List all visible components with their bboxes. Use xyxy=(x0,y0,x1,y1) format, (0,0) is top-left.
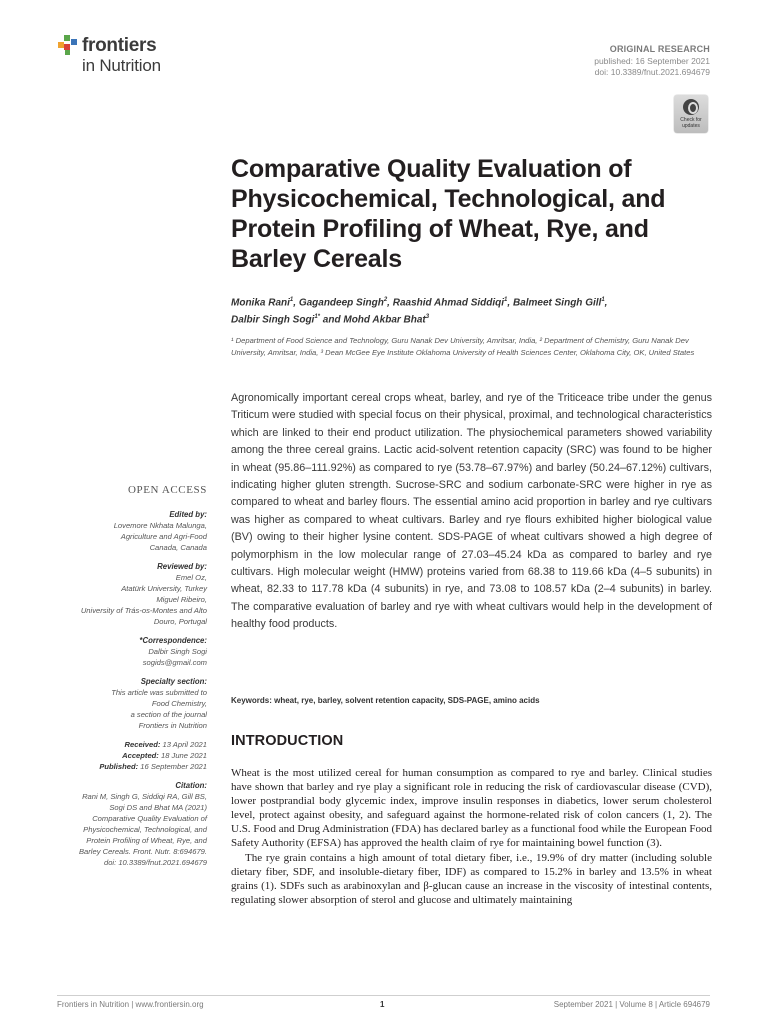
introduction-body xyxy=(231,766,712,907)
reviewer-line: Miguel Ribeiro, xyxy=(156,595,207,604)
open-access-label: OPEN ACCESS xyxy=(127,484,207,496)
affiliations: ¹ Department of Food Science and Technology, Guru Nanak Dev University, Amritsar, India, ² Department of Chemistry, Guru Nanak Dev University, Amritsar, India, ³ Dean McGee Eye Institute Oklahoma University of Health Sciences Center, Oklahoma City, OK, United States xyxy=(231,336,695,357)
specialty-line: Frontiers in Nutrition xyxy=(138,721,207,730)
citation-line: Physicochemical, Technological, and xyxy=(83,825,207,834)
reviewed-by-label: Reviewed by: xyxy=(157,562,207,571)
citation-line: Protein Profiling of Wheat, Rye, and xyxy=(86,836,207,845)
article-type: ORIGINAL RESEARCH xyxy=(609,44,710,54)
specialty-line: a section of the journal xyxy=(130,710,207,719)
footer-journal-link[interactable]: Frontiers in Nutrition | www.frontiersin.org xyxy=(57,1000,204,1009)
reviewer-line: Douro, Portugal xyxy=(153,617,207,626)
correspondence-name: Dalbir Singh Sogi xyxy=(148,647,207,656)
reviewer-line: Emel Oz, xyxy=(175,573,207,582)
paragraph: Wheat is the most utilized cereal for human consumption as compared to rye and barley. Clinical studies have shown that barley and rye play a significant role in reducing the risk of cardiovascular disease (CVD), lower postprandial body glycemic index, improve insulin responses in diabetics, lower serum cholesterol level, protect against obesity, and safeguard against the hormone-related risk of colon cancers (1, 2). The U.S. Food and Drug Administration (FDA) has declared barley as a functional food while the European Food Safety Authority (EFSA) has approved the health claim of rye for maintaining bowel function (3). xyxy=(231,767,712,850)
accepted-value: 18 June 2021 xyxy=(160,751,207,760)
specialty-line: This article was submitted to xyxy=(111,688,207,697)
section-heading-introduction: INTRODUCTION xyxy=(231,733,344,749)
accepted-date xyxy=(52,750,207,761)
editor-line: Agriculture and Agri-Food xyxy=(120,532,207,541)
author-affil-mark: 2 xyxy=(383,297,388,303)
edited-by-label: Edited by: xyxy=(169,510,207,519)
author-list: Monika Rani$^1$, Gagandeep Singh$^2$, Raashid Ahmad Siddiqi$^1$, Balmeet Singh Gill$^1$, Dalbir Singh Sogi$^{1*}$ and Mohd Akbar Bhat$^3$ xyxy=(231,297,608,326)
editor-line: Lovemore Nkhata Malunga, xyxy=(113,521,207,530)
update-icon xyxy=(683,99,699,115)
author-affil-mark: 1 xyxy=(289,297,294,303)
journal-logo[interactable] xyxy=(57,34,197,80)
check-for-updates-button[interactable] xyxy=(674,95,708,133)
author-affil-mark: 1 xyxy=(504,297,508,303)
citation-line: Barley Cereals. Front. Nutr. 8:694679. xyxy=(78,847,207,856)
correspondence-label: *Correspondence: xyxy=(139,636,207,645)
author-name[interactable]: Monika Rani xyxy=(231,297,290,309)
article-title: Comparative Quality Evaluation of Physicochemical, Technological, and Protein Profiling of Wheat, Rye, and Barley Cereals xyxy=(231,155,666,273)
correspondence-email[interactable]: sogids@gmail.com xyxy=(142,658,207,667)
specialty-section-label: Specialty section: xyxy=(140,677,207,686)
reviewer-line: University of Trás-os-Montes and Alto xyxy=(80,606,207,615)
published-date-sidebar xyxy=(52,761,207,772)
received-date xyxy=(52,739,207,750)
abstract-text: Agronomically important cereal crops wheat, barley, and rye of the Triticeace tribe under the genus Triticum were studied with special focus on their physical, proximal, and technological characteristics which are linked to their end product utilization. The physiochemical parameters showed variability among the three cereal grains. Lactic acid-solvent retention capacity (SRC) was found to be higher in wheat (95.86–111.92%) as compared to rye (53.78–67.97%) and barley (50.24–67.12%) cultivars, indicating higher gluten strength. Sucrose-SRC and sodium carbonate-SRC were higher in rye as compared to wheat and barley flours. The essential amino acid proportion in barley and rye cultivars was higher as compared to wheat cultivars. Barley and rye flours exhibited higher biological value (BV) owing to their higher lysine content. SDS-PAGE of wheat cultivars showed a high degree of polymorphism in the low molecular range of 27.03–45.24 kDa as compared to barley and rye cultivars. High molecular weight (HMW) proteins varied from 68.38 to 119.66 kDa (4–5 subunits) in wheat, 82.33 to 117.78 kDa (4 subunits) in rye, and 73.08 to 108.57 kDa (2–4 subunits) in barley. The comparative evaluation of barley and rye with wheat cultivars would help in the development of healthy food products. xyxy=(231,392,712,631)
brand-name: frontiers xyxy=(82,35,157,56)
frontiers-logo-icon xyxy=(57,34,79,56)
check-updates-label: Check for updates xyxy=(680,117,702,129)
author-name[interactable]: Gagandeep Singh xyxy=(298,297,384,309)
accepted-label: Accepted: xyxy=(122,751,159,760)
author-affil-mark: 1* xyxy=(314,314,321,321)
editor-line: Canada, Canada xyxy=(149,543,207,552)
published-value: 16 September 2021 xyxy=(140,762,207,771)
author-affil-mark: 1 xyxy=(601,297,605,303)
published-date: published: 16 September 2021 xyxy=(594,56,710,66)
author-affil-mark: 3 xyxy=(425,314,430,321)
doi-link[interactable]: doi: 10.3389/fnut.2021.694679 xyxy=(594,67,710,77)
paragraph: The rye grain contains a high amount of total dietary fiber, i.e., 19.9% of dry matter (including soluble dietary fiber, SDF, and insoluble-dietary fiber, IDF) as compared to 15.2% in barley and 13.5% in wheat grains (1). SDFs such as arabinoxylan and β-glucan cause an increase in the viscosity of intestinal contents, regulating slower absorption of sterol and glucose and ultimately maintaining xyxy=(231,851,712,906)
journal-name: in Nutrition xyxy=(82,56,161,75)
footer-issue-info: September 2021 | Volume 8 | Article 694679 xyxy=(553,1000,710,1009)
citation-line: Sogi DS and Bhat MA (2021) xyxy=(109,803,207,812)
author-name[interactable]: Balmeet Singh Gill xyxy=(512,297,602,309)
received-value: 13 April 2021 xyxy=(162,740,207,749)
author-name[interactable]: Mohd Akbar Bhat xyxy=(343,314,426,326)
citation-doi[interactable]: doi: 10.3389/fnut.2021.694679 xyxy=(103,858,207,867)
footer-divider xyxy=(57,995,710,996)
specialty-line: Food Chemistry, xyxy=(151,699,207,708)
citation-label: Citation: xyxy=(175,781,207,790)
article-info-sidebar xyxy=(52,484,207,868)
author-name[interactable]: Raashid Ahmad Siddiqi xyxy=(392,297,505,309)
keywords: Keywords: wheat, rye, barley, solvent retention capacity, SDS-PAGE, amino acids xyxy=(231,696,540,705)
citation-line: Rani M, Singh G, Siddiqi RA, Gill BS, xyxy=(82,792,207,801)
author-name[interactable]: Dalbir Singh Sogi xyxy=(231,314,315,326)
received-label: Received: xyxy=(124,740,161,749)
published-label: Published: xyxy=(99,762,139,771)
reviewer-line: Atatürk University, Turkey xyxy=(121,584,207,593)
citation-line: Comparative Quality Evaluation of xyxy=(92,814,207,823)
page-number: 1 xyxy=(380,1000,385,1009)
